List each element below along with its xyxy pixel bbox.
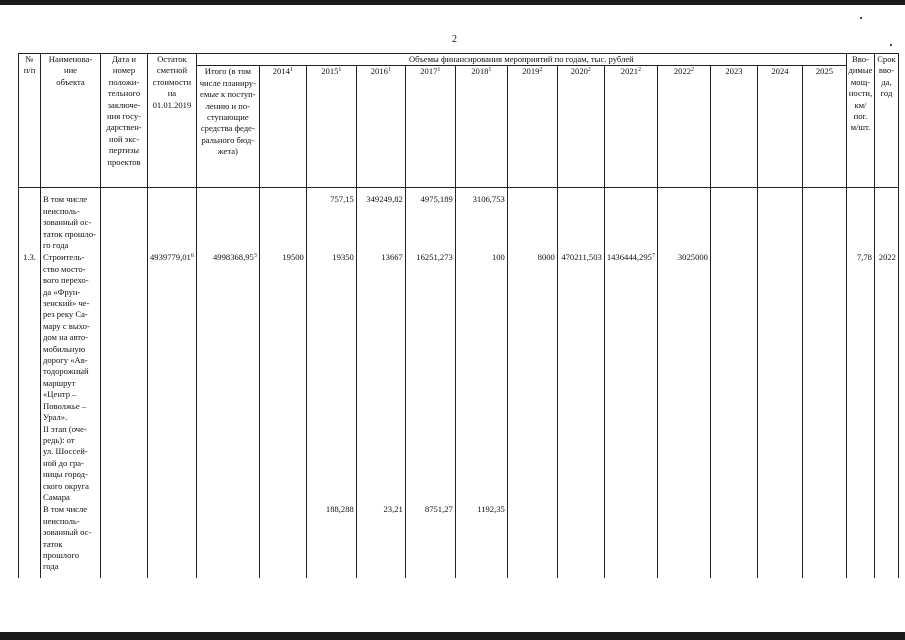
table-cell	[19, 504, 41, 578]
table-cell	[196, 252, 259, 504]
term-value: 2022	[874, 252, 898, 504]
capacity-value: 7,78	[846, 252, 874, 504]
object-name: В том числе неисполь- зованный ос- таток прошло- го года	[41, 194, 101, 252]
table-cell	[507, 194, 557, 252]
footnote-mark: 3	[253, 253, 257, 260]
table-cell	[507, 504, 557, 578]
col-header-year	[405, 66, 455, 188]
table-cell: 757,15	[306, 194, 356, 252]
table-cell: 1436444,295	[606, 252, 652, 263]
col-header-year	[306, 66, 356, 188]
table-cell: 2019	[522, 66, 540, 77]
col-header-year	[557, 66, 604, 188]
total-value: 4998368,95	[213, 252, 254, 263]
remainder-value: 4939779,01	[150, 252, 191, 263]
table-cell	[557, 504, 604, 578]
table-cell: 8751,27	[405, 504, 455, 578]
funding-table	[18, 53, 899, 578]
table-cell	[148, 252, 197, 504]
table-cell	[757, 194, 802, 252]
footnote-mark: 1	[488, 67, 492, 74]
footnote-mark: 2	[587, 67, 591, 74]
col-header-year	[710, 66, 757, 188]
row-number: 1.3.	[19, 252, 41, 504]
footnote-mark: 6	[190, 253, 194, 260]
table-cell: 2017	[420, 66, 438, 77]
table-cell	[101, 252, 148, 504]
scan-speck	[890, 44, 892, 46]
table-cell: 100	[455, 252, 507, 504]
table-cell	[874, 504, 898, 578]
table-cell: 470211,503	[557, 252, 604, 504]
table-cell: 16251,273	[405, 252, 455, 504]
col-header-term: Срок вво- да, год	[874, 54, 898, 188]
table-cell: 2024	[771, 66, 789, 77]
table-cell: 4975,189	[405, 194, 455, 252]
table-cell: 3025000	[657, 252, 710, 504]
table-cell	[604, 252, 657, 504]
scan-speck	[860, 17, 862, 19]
object-name: В том числе неисполь- зованный ос- таток прошлого года	[41, 504, 101, 578]
col-header-funding-group: Объемы финансирования мероприятий по годам, тыс. рублей	[196, 54, 846, 66]
col-header-name: Наименова- ние объекта	[41, 54, 101, 188]
col-header-year	[657, 66, 710, 188]
table-cell	[101, 194, 148, 252]
table-cell: 2020	[570, 66, 588, 77]
table-cell	[710, 252, 757, 504]
table-cell	[874, 194, 898, 252]
table-cell	[259, 504, 306, 578]
col-header-number: № п/п	[19, 54, 41, 188]
table-cell: 188,288	[306, 504, 356, 578]
table-cell	[657, 194, 710, 252]
table-cell	[757, 504, 802, 578]
table-cell	[19, 194, 41, 252]
table-cell: 2018	[471, 66, 489, 77]
table-cell: 1192,35	[455, 504, 507, 578]
col-header-year	[604, 66, 657, 188]
table-cell	[604, 194, 657, 252]
table-cell	[710, 194, 757, 252]
table-cell: 8000	[507, 252, 557, 504]
table-cell	[148, 194, 197, 252]
table-cell: 19500	[259, 252, 306, 504]
col-header-year	[757, 66, 802, 188]
table-cell	[802, 194, 846, 252]
table-cell: 2022	[673, 66, 692, 77]
bottom-scan-edge	[0, 632, 905, 640]
table-cell	[148, 504, 197, 578]
footnote-mark: 1	[437, 67, 441, 74]
footnote-mark: 2	[691, 67, 695, 74]
table-row	[19, 194, 899, 252]
table-cell	[196, 504, 259, 578]
table-cell: 2023	[725, 66, 743, 77]
footnote-mark: 1	[289, 67, 293, 74]
table-cell: 2025	[815, 66, 834, 77]
table-cell: 3106,753	[455, 194, 507, 252]
table-cell: 349249,82	[356, 194, 405, 252]
table-cell: 23,21	[356, 504, 405, 578]
col-header-year	[455, 66, 507, 188]
table-cell	[557, 194, 604, 252]
table-cell	[657, 504, 710, 578]
col-header-expertise-date: Дата и номер положи- тельного заключе- ния госу- дарствен- ной экс- пертизы проектов	[101, 54, 148, 188]
col-header-year	[356, 66, 405, 188]
footnote-mark: 2	[539, 67, 543, 74]
table-cell	[196, 194, 259, 252]
footnote-mark: 1	[338, 67, 342, 74]
table-cell	[101, 504, 148, 578]
table-cell	[802, 252, 846, 504]
table-cell	[802, 504, 846, 578]
footnote-mark: 2	[637, 67, 641, 74]
top-scan-edge	[0, 0, 905, 5]
col-header-year	[507, 66, 557, 188]
table-cell	[710, 504, 757, 578]
table-cell: 19350	[306, 252, 356, 504]
col-header-year	[802, 66, 846, 188]
table-cell	[757, 252, 802, 504]
table-cell: 2015	[321, 66, 339, 77]
object-name: Строитель- ство мосто- вого перехо- да «Фрун- зенский» че- рез реку Са- мару с выхо- дом на авто- мобильную дорогу «Ав- тодорожный маршрут «Центр – Поволжье – Урал». II этап (оче- редь): от ул. Шоссей- ной до гра- ницы город- ского округа Самара	[41, 252, 101, 504]
col-header-year	[259, 66, 306, 188]
page-number: 2	[452, 34, 457, 45]
col-header-capacity: Вво- димые мощ- ности, км/ пог. м/шт.	[846, 54, 874, 188]
table-cell: 2014	[272, 66, 290, 77]
table-cell: 2021	[620, 66, 638, 77]
footnote-mark: 7	[651, 253, 655, 260]
table-row	[19, 504, 899, 578]
table-cell	[604, 504, 657, 578]
table-row	[19, 252, 899, 504]
col-header-total: Итого (в том числе планиру- емые к поступ- лению и по- ступающие средства феде- рального бюд- жета)	[196, 66, 259, 188]
table-cell	[259, 194, 306, 252]
table-cell: 2016	[370, 66, 388, 77]
table-cell: 13667	[356, 252, 405, 504]
table-cell	[846, 504, 874, 578]
table-cell	[846, 194, 874, 252]
footnote-mark: 1	[387, 67, 391, 74]
col-header-remainder: Остаток сметной стоимости на 01.01.2019	[148, 54, 197, 188]
